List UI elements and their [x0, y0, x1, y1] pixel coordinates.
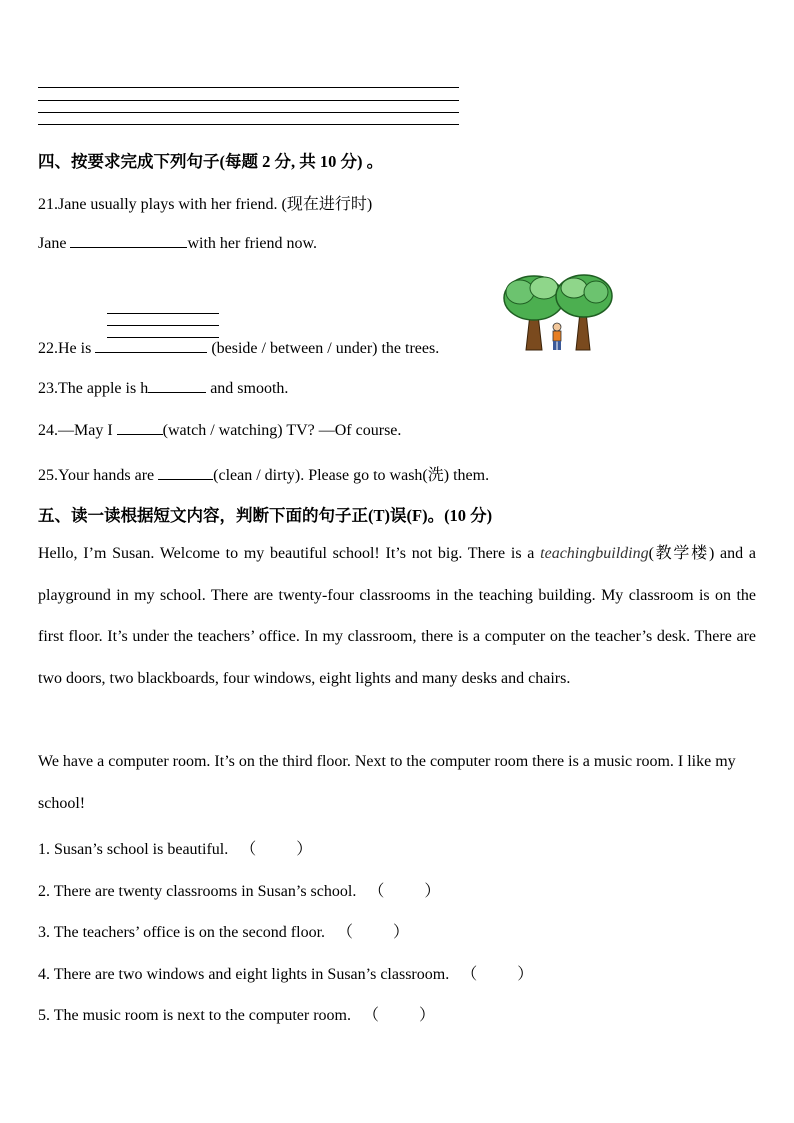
answer-line — [38, 124, 459, 125]
paren-close: ） — [517, 966, 534, 983]
q21-text: Jane usually plays with her friend. (现在进行时) — [58, 196, 373, 213]
section5-heading: 五、读一读根据短文内容，判断下面的句子正(T)误(F)。(10 分) — [38, 506, 493, 525]
paren-open: （ — [362, 1007, 379, 1024]
q24 — [38, 420, 401, 440]
tf-item-text: 2. There are twenty classrooms in Susan’s school. — [38, 883, 357, 900]
section4-heading: 四、按要求完成下列句子(每题 2 分, 共 10 分) 。 — [38, 152, 384, 171]
q22-blank[interactable] — [95, 338, 207, 353]
tf-item-text: 4. There are two windows and eight lights in Susan’s classroom. — [38, 966, 450, 983]
q21-number: 21. — [38, 196, 58, 213]
tf-item — [38, 961, 533, 984]
q21-blank[interactable] — [70, 233, 187, 248]
q24-start: 24.—May I — [38, 422, 113, 439]
tf-item — [38, 919, 409, 942]
tf-answer-box[interactable] — [368, 883, 440, 900]
passage-part: Hello, I’m Susan. Welcome to my beautiful school! It’s not big. There is a — [38, 545, 541, 562]
tf-item-text: 3. The teachers’ office is on the second floor. — [38, 924, 326, 941]
paren-open: （ — [240, 841, 257, 858]
q21 — [38, 191, 372, 214]
q23 — [38, 378, 288, 398]
q22-option-line — [107, 313, 219, 314]
tf-item — [38, 1002, 435, 1025]
passage-term: teachingbuilding — [540, 545, 649, 562]
tf-answer-box[interactable] — [337, 924, 409, 941]
q22 — [38, 338, 439, 358]
q24-blank[interactable] — [117, 420, 163, 435]
paren-open: （ — [461, 966, 478, 983]
q25-start: 25.Your hands are — [38, 467, 155, 484]
paren-close: ） — [393, 924, 410, 941]
q25 — [38, 462, 489, 485]
tf-item — [38, 878, 440, 901]
paren-open: （ — [337, 924, 354, 941]
passage-paragraph-2 — [38, 741, 756, 824]
tf-item-text: 5. The music room is next to the computer room. — [38, 1007, 351, 1024]
q23-blank[interactable] — [148, 378, 206, 393]
q21-answer — [38, 233, 317, 253]
answer-line — [38, 112, 459, 113]
tf-item — [38, 836, 312, 859]
passage-part: (教学楼) and a playground in my school. There are twenty-four classrooms in the teaching building. My classroom is on the first floor. It’s under the teachers’ office. In my classroom, there is a computer on the teacher’s desk. There are two doors, two blackboards, four windows, eight lights and many desks and chairs. — [38, 545, 756, 687]
passage-part: We have a computer room. It’s on the third floor. Next to the computer room there is a music room. I like my school! — [38, 753, 736, 812]
tf-answer-box[interactable] — [461, 966, 533, 983]
paren-open: （ — [368, 883, 385, 900]
paren-close: ） — [424, 883, 441, 900]
answer-line — [38, 87, 459, 88]
q22-option-line — [107, 325, 219, 326]
q23-start: 23.The apple is h — [38, 380, 149, 397]
q22-start: 22.He is — [38, 340, 92, 357]
answer-line — [38, 100, 459, 101]
tf-answer-box[interactable] — [363, 1007, 435, 1024]
passage-paragraph-1 — [38, 533, 756, 699]
paren-close: ） — [296, 841, 313, 858]
q21-answer-start: Jane — [38, 235, 67, 252]
q24-end: (watch / watching) TV? —Of course. — [162, 422, 402, 439]
two-trees-boy-icon — [500, 272, 616, 354]
tf-item-text: 1. Susan’s school is beautiful. — [38, 841, 229, 858]
q25-end: (clean / dirty). Please go to wash(洗) them. — [213, 467, 490, 484]
paren-close: ） — [419, 1007, 436, 1024]
q25-blank[interactable] — [158, 465, 213, 480]
q22-options: (beside / between / under) the trees. — [211, 340, 440, 357]
q23-end: and smooth. — [210, 380, 289, 397]
tf-answer-box[interactable] — [240, 841, 312, 858]
q21-answer-end: with her friend now. — [187, 235, 318, 252]
